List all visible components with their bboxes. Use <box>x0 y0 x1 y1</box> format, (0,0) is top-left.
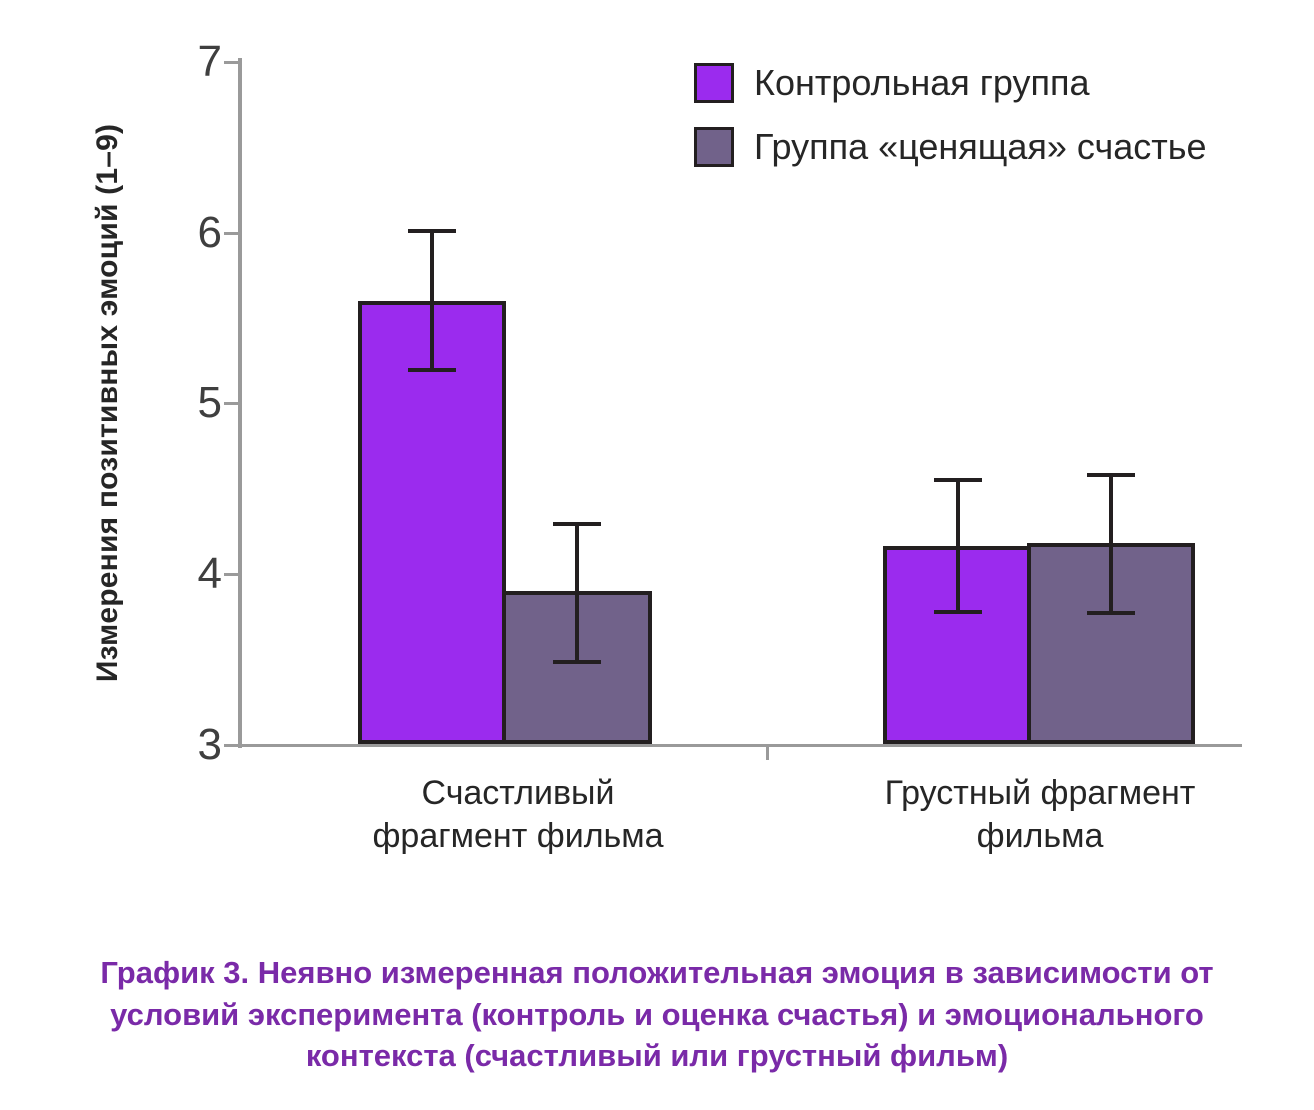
category-label-happy-clip <box>268 772 768 858</box>
errorbar-cap-bottom <box>934 610 982 614</box>
errorbar-cap-bottom <box>408 368 456 372</box>
control-swatch-icon <box>694 63 734 103</box>
y-axis-label-5: 5 <box>197 378 222 427</box>
y-axis-tick-3 <box>224 744 240 747</box>
legend-label-control: Контрольная группа <box>754 62 1090 103</box>
legend-item-valuing <box>694 126 1254 168</box>
errorbar-stem <box>1109 473 1113 615</box>
errorbar-stem <box>956 478 960 614</box>
valuing-swatch-icon <box>694 127 734 167</box>
figure-caption-line1: График 3. Неявно измеренная положительная эмоция в зависимости от <box>100 955 1214 990</box>
errorbar-sad-valuing <box>1087 473 1135 615</box>
y-axis-title <box>86 62 130 744</box>
errorbar-cap-top <box>1087 473 1135 477</box>
legend-label-valuing: Группа «ценящая» счастье <box>754 126 1207 167</box>
x-axis-category-separator-tick <box>766 744 769 760</box>
errorbar-cap-bottom <box>553 660 601 664</box>
y-axis-label-4: 4 <box>197 549 222 598</box>
errorbar-happy-control <box>408 229 456 372</box>
y-axis-label-3: 3 <box>197 720 222 769</box>
errorbar-cap-top <box>553 522 601 526</box>
x-axis-line <box>238 744 1242 747</box>
category-label-sad-clip <box>790 772 1290 858</box>
errorbar-sad-control <box>934 478 982 614</box>
figure-caption-line2: условий эксперимента (контроль и оценка счастья) и эмоционального <box>110 996 1204 1032</box>
category-label-sad-clip-line1: Грустный фрагмент <box>884 774 1196 812</box>
errorbar-happy-valuing <box>553 522 601 664</box>
category-label-happy-clip-line2: фрагмент фильма <box>372 816 664 855</box>
y-axis-title-text: Измерения позитивных эмоций (1–9) <box>91 123 125 683</box>
errorbar-cap-top <box>408 229 456 233</box>
legend-item-control <box>694 62 1254 104</box>
errorbar-stem <box>430 229 434 372</box>
chart-legend <box>694 62 1254 190</box>
figure-caption <box>40 952 1274 1077</box>
errorbar-cap-top <box>934 478 982 482</box>
category-label-sad-clip-line2: фильма <box>976 816 1104 855</box>
y-axis-label-7: 7 <box>197 37 222 86</box>
figure-caption-line3: контекста (счастливый или грустный фильм) <box>305 1038 1009 1074</box>
y-axis-label-6: 6 <box>197 208 222 257</box>
errorbar-stem <box>575 522 579 664</box>
category-label-happy-clip-line1: Счастливый <box>421 774 615 812</box>
errorbar-cap-bottom <box>1087 611 1135 615</box>
